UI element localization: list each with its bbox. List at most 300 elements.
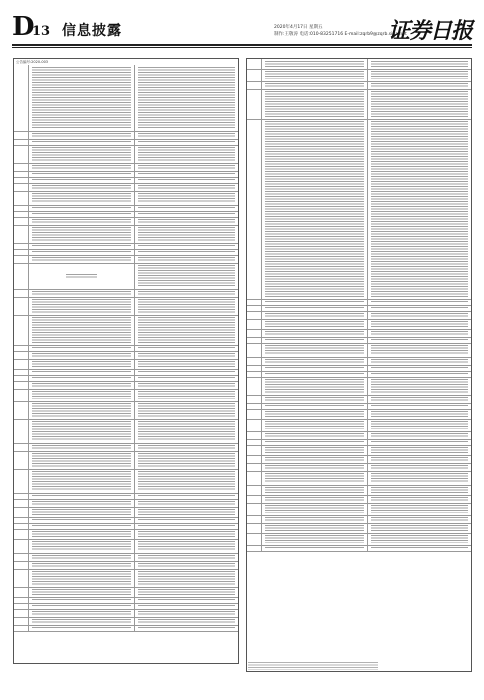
revised-text-cell [368,59,471,69]
row-index-cell [14,191,29,205]
text-block [371,547,468,549]
row-index-cell [247,495,262,503]
original-text-cell [29,569,135,587]
text-block [371,411,468,417]
original-text-cell [29,315,135,345]
revised-text-cell [135,553,238,561]
text-block [265,505,364,513]
text-block [138,317,235,343]
row-index-cell [247,455,262,463]
original-text-cell [262,463,368,471]
text-block [32,67,131,129]
revised-text-cell [135,609,238,617]
table-row [14,65,238,132]
original-text-cell [29,351,135,359]
row-index-cell [247,395,262,403]
revised-text-cell [368,523,471,533]
original-text-cell [262,485,368,495]
original-text-cell [29,499,135,507]
revised-text-cell [368,343,471,357]
row-index-cell [247,533,262,545]
row-index-cell [247,81,262,89]
original-text-cell [262,343,368,357]
text-block [371,339,468,341]
revised-text-cell [135,263,238,289]
text-block [32,141,131,143]
original-text-cell [29,225,135,243]
original-text-cell [262,357,368,365]
text-block [265,367,364,369]
row-index-cell [247,357,262,365]
text-block [371,301,468,303]
row-index-cell [247,503,262,515]
revised-text-cell [135,163,238,171]
text-block [138,257,235,261]
text-block [32,193,131,203]
text-block [265,447,364,453]
text-block [32,495,131,497]
text-block [32,589,131,595]
text-block [32,147,131,161]
original-text-cell [29,255,135,263]
table-row [247,377,471,396]
revised-text-cell [368,357,471,365]
original-text-cell [29,617,135,625]
revised-text-cell [368,119,471,299]
table-row [14,297,238,316]
revised-text-cell [135,315,238,345]
text-block [265,457,364,461]
text-block [32,611,131,615]
text-block [371,487,468,493]
original-text-cell [262,319,368,329]
text-block [265,525,364,531]
row-index-cell [14,315,29,345]
revised-text-cell [135,529,238,539]
revised-text-cell [135,419,238,443]
original-text-cell [29,359,135,369]
revised-text-cell [135,561,238,569]
original-text-cell [29,553,135,561]
original-text-cell [29,507,135,517]
text-block [138,251,235,253]
revised-text-cell [368,463,471,471]
original-text-cell [29,191,135,205]
text-block [32,445,131,449]
table-row [247,343,471,358]
text-block [32,227,131,241]
text-block [138,541,235,551]
text-block [265,535,364,543]
original-text-cell [29,469,135,493]
text-block [138,383,235,387]
left-disclosure-table [13,58,239,664]
text-block [32,179,131,181]
text-block [138,291,235,295]
text-block [265,121,364,297]
text-block [371,321,468,327]
row-index-cell [247,311,262,319]
row-index-cell [247,319,262,329]
text-block [371,331,468,335]
newspaper-logo: 证券日报 [387,18,472,44]
text-block [138,509,235,515]
revised-text-cell [368,81,471,89]
text-block [265,379,364,393]
table-row [14,263,238,290]
table-row [14,469,238,494]
table-row [14,451,238,470]
text-block [138,391,235,399]
revised-text-cell [368,69,471,81]
text-block [138,531,235,537]
row-index-cell [14,183,29,191]
revised-text-cell [368,455,471,463]
text-block [32,453,131,467]
row-index-cell [14,499,29,507]
text-block [138,227,235,241]
original-text-cell [262,445,368,455]
text-block [138,377,235,379]
text-block [371,421,468,429]
text-block [265,497,364,501]
text-block [138,445,235,449]
table-row [247,545,471,552]
original-text-cell [29,297,135,315]
text-block [138,605,235,607]
text-block [32,383,131,387]
text-block [32,347,131,349]
text-block [138,299,235,313]
table-row [14,225,238,244]
text-block [32,421,131,441]
original-text-cell [29,263,135,289]
text-block [138,571,235,585]
text-block [32,627,131,629]
original-text-cell [262,377,368,395]
text-block [32,133,131,137]
original-text-cell [29,401,135,419]
text-block [138,589,235,595]
revised-text-cell [135,587,238,597]
revised-text-cell [135,297,238,315]
row-index-cell [247,329,262,337]
revised-text-cell [135,183,238,191]
table-row [14,569,238,588]
text-block [32,185,131,189]
revised-text-cell [135,401,238,419]
text-block [138,179,235,181]
row-index-cell [14,163,29,171]
revised-text-cell [135,625,238,631]
table-row [14,419,238,444]
text-block [32,213,131,215]
row-index-cell [14,507,29,517]
text-block [265,91,364,117]
text-block [371,397,468,401]
table-row [14,145,238,164]
original-text-cell [29,419,135,443]
text-block [32,353,131,357]
original-text-cell [29,163,135,171]
text-block [371,517,468,521]
revised-text-cell [368,545,471,551]
row-index-cell [247,69,262,81]
row-index-cell [247,343,262,357]
text-block [66,274,98,278]
revised-text-cell [135,289,238,297]
text-block [32,219,131,223]
revised-text-cell [135,359,238,369]
text-block [371,525,468,531]
text-block [138,525,235,527]
text-block [138,347,235,349]
editor-contact: 制作:王敬涛 电话:010-83251716 E-mail:zqrb9@zqrb.sina.net [274,32,407,37]
text-block [138,173,235,175]
text-block [138,185,235,189]
text-block [138,495,235,497]
original-text-cell [29,561,135,569]
text-block [138,67,235,129]
text-block [32,531,131,537]
row-index-cell [14,609,29,617]
original-text-cell [262,409,368,419]
row-index-cell [14,561,29,569]
original-text-cell [29,539,135,553]
original-text-cell [29,529,135,539]
revised-text-cell [135,225,238,243]
row-index-cell [14,587,29,597]
revised-text-cell [368,419,471,431]
row-index-cell [14,381,29,389]
page-number: 13 [32,24,51,39]
revised-text-cell [135,145,238,163]
text-block [138,147,235,161]
original-text-cell [29,183,135,191]
text-block [265,465,364,469]
text-block [138,219,235,223]
text-block [265,441,364,443]
original-text-cell [262,495,368,503]
text-block [32,403,131,417]
revised-text-cell [135,131,238,139]
text-block [32,501,131,505]
original-text-cell [262,89,368,119]
table-row [14,625,238,632]
table-row [14,401,238,420]
text-block [138,265,235,287]
row-index-cell [14,225,29,243]
text-block [32,605,131,607]
row-index-cell [247,409,262,419]
revised-text-cell [368,445,471,455]
table-row [247,89,471,120]
revised-text-cell [368,89,471,119]
text-block [138,501,235,505]
text-block [265,331,364,335]
text-block [371,379,468,393]
revised-text-cell [368,515,471,523]
text-block [32,391,131,399]
text-block [138,421,235,441]
revised-text-cell [135,217,238,225]
row-index-cell [247,545,262,551]
text-block [371,313,468,317]
text-block [32,371,131,373]
revised-text-cell [135,351,238,359]
row-index-cell [14,65,29,131]
row-index-cell [14,401,29,419]
text-block [265,517,364,521]
header-rule [12,44,472,46]
text-block [371,83,468,87]
original-text-cell [29,381,135,389]
text-block [371,497,468,501]
text-block [32,317,131,343]
original-text-cell [29,451,135,469]
original-text-cell [262,329,368,337]
revised-text-cell [135,65,238,131]
section-title: 信息披露 [62,23,122,39]
issue-date: 2020年4月17日 星期五 [274,25,323,30]
original-text-cell [29,625,135,631]
text-block [371,367,468,369]
original-text-cell [262,533,368,545]
text-block [371,433,468,437]
original-text-cell [29,145,135,163]
revised-text-cell [368,409,471,419]
text-block [138,403,235,417]
revised-text-cell [135,469,238,493]
masthead [12,12,472,46]
text-block [138,563,235,567]
row-index-cell [14,451,29,469]
text-block [371,535,468,543]
text-block [371,91,468,117]
text-block [265,345,364,355]
text-block [32,541,131,551]
text-block [265,433,364,437]
row-index-cell [14,625,29,631]
revised-text-cell [368,431,471,439]
original-text-cell [262,59,368,69]
text-block [32,571,131,585]
text-block [32,519,131,521]
text-block [32,471,131,491]
text-block [265,411,364,417]
table-row [14,191,238,206]
revised-text-cell [368,533,471,545]
table-row [247,119,471,300]
row-index-cell [247,515,262,523]
original-text-cell [262,503,368,515]
revised-text-cell [368,503,471,515]
text-block [32,361,131,367]
revised-text-cell [368,377,471,395]
text-block [32,165,131,169]
row-index-cell [14,289,29,297]
text-block [371,405,468,407]
text-block [265,321,364,327]
page-letter: D [12,12,35,42]
row-index-cell [14,617,29,625]
original-text-cell [262,69,368,81]
row-index-cell [247,89,262,119]
row-index-cell [14,443,29,451]
footer-note [248,662,378,670]
revised-text-cell [135,389,238,401]
text-block [265,373,364,375]
original-text-cell [262,81,368,89]
row-index-cell [14,419,29,443]
original-text-cell [29,65,135,131]
row-index-cell [247,419,262,431]
row-index-cell [247,485,262,495]
revised-text-cell [135,191,238,205]
table-row [14,315,238,346]
row-index-cell [247,463,262,471]
text-block [138,245,235,247]
text-block [138,361,235,367]
text-block [265,487,364,493]
text-block [265,83,364,87]
text-block [265,473,364,483]
text-block [32,257,131,261]
revised-text-cell [135,255,238,263]
row-index-cell [14,145,29,163]
original-text-cell [262,455,368,463]
text-block [371,307,468,309]
text-block [32,555,131,559]
revised-text-cell [368,329,471,337]
original-text-cell [262,545,368,551]
text-block [265,71,364,79]
revised-text-cell [368,395,471,403]
row-index-cell [247,377,262,395]
text-block [32,563,131,567]
text-block [138,193,235,203]
text-block [371,71,468,79]
text-block [32,299,131,313]
row-index-cell [14,255,29,263]
text-block [138,207,235,209]
revised-text-cell [135,451,238,469]
text-block [265,359,364,363]
text-block [265,397,364,401]
row-index-cell [14,569,29,587]
row-index-cell [247,119,262,299]
text-block [32,509,131,515]
row-index-cell [14,553,29,561]
text-block [371,505,468,513]
original-text-cell [262,419,368,431]
text-block [138,453,235,467]
table-row [14,539,238,554]
text-block [371,345,468,355]
text-block [371,441,468,443]
text-block [265,313,364,317]
announcement-code: 公告编号:2020-003 [16,60,49,64]
original-text-cell [29,587,135,597]
revised-text-cell [368,311,471,319]
text-block [138,133,235,137]
row-index-cell [247,471,262,485]
revised-text-cell [135,507,238,517]
revised-text-cell [135,569,238,587]
text-block [138,141,235,143]
revised-text-cell [135,443,238,451]
text-block [265,339,364,341]
